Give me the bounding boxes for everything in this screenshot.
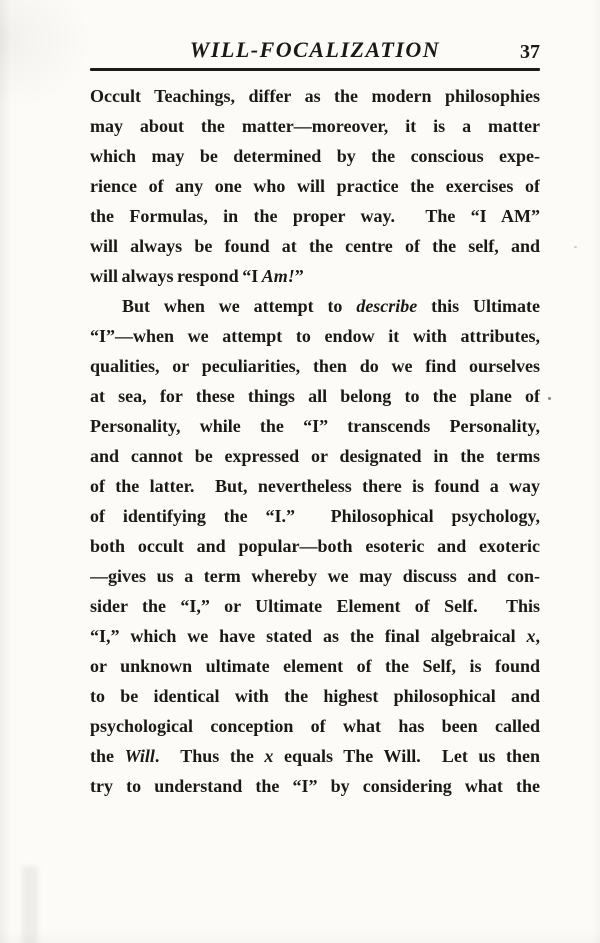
text-line: the Will. Thus the x equals The Will. Let us then: [90, 746, 540, 766]
page-text: [90, 81, 540, 801]
text-line: try to understand the “I” by considering what the: [90, 776, 540, 796]
text-line: qualities, or peculiarities, then do we find ourselves: [90, 356, 540, 376]
text-line: or unknown ultimate element of the Self, is found: [90, 656, 540, 676]
text-line: of the latter. But, nevertheless there is found a way: [90, 476, 540, 496]
text-line: Occult Teachings, differ as the modern philosophies: [90, 86, 540, 106]
text-line: But when we attempt to describe this Ultimate: [122, 296, 540, 316]
text-line: Personality, while the “I” transcends Personality,: [90, 416, 540, 436]
text-line: to be identical with the highest philosophical and: [90, 686, 540, 706]
text-line: the Formulas, in the proper way. The “I AM”: [90, 206, 540, 226]
text-line: “I”—when we attempt to endow it with attributes,: [90, 326, 540, 346]
running-title: WILL-FOCALIZATION: [189, 37, 441, 62]
page-number: 37: [520, 41, 540, 63]
header-rule: [90, 68, 540, 71]
text-line: will always be found at the centre of the self, and: [90, 236, 540, 256]
text-line: rience of any one who will practice the exercises of: [90, 176, 540, 196]
scan-speck: [574, 246, 577, 248]
text-column: [90, 34, 540, 801]
text-line: and cannot be expressed or designated in the terms: [90, 446, 540, 466]
text-line: which may be determined by the conscious expe-: [90, 146, 540, 166]
scan-speck: [548, 397, 551, 400]
text-line: “I,” which we have stated as the final algebraical x,: [90, 626, 540, 646]
page-header: [90, 34, 540, 66]
scan-edge-smudge: [22, 866, 38, 943]
text-line: sider the “I,” or Ultimate Element of Self. This: [90, 596, 540, 616]
text-line: —gives us a term whereby we may discuss and con-: [90, 566, 540, 586]
paragraph: [90, 291, 540, 801]
text-line: may about the matter—moreover, it is a matter: [90, 116, 540, 136]
text-line: psychological conception of what has been called: [90, 716, 540, 736]
text-line: of identifying the “I.” Philosophical psychology,: [90, 506, 540, 526]
text-line: at sea, for these things all belong to the plane of: [90, 386, 540, 406]
paragraph: [90, 81, 540, 291]
text-line: both occult and popular—both esoteric and exoteric: [90, 536, 540, 556]
text-line: will always respond “I Am!”: [90, 266, 304, 286]
